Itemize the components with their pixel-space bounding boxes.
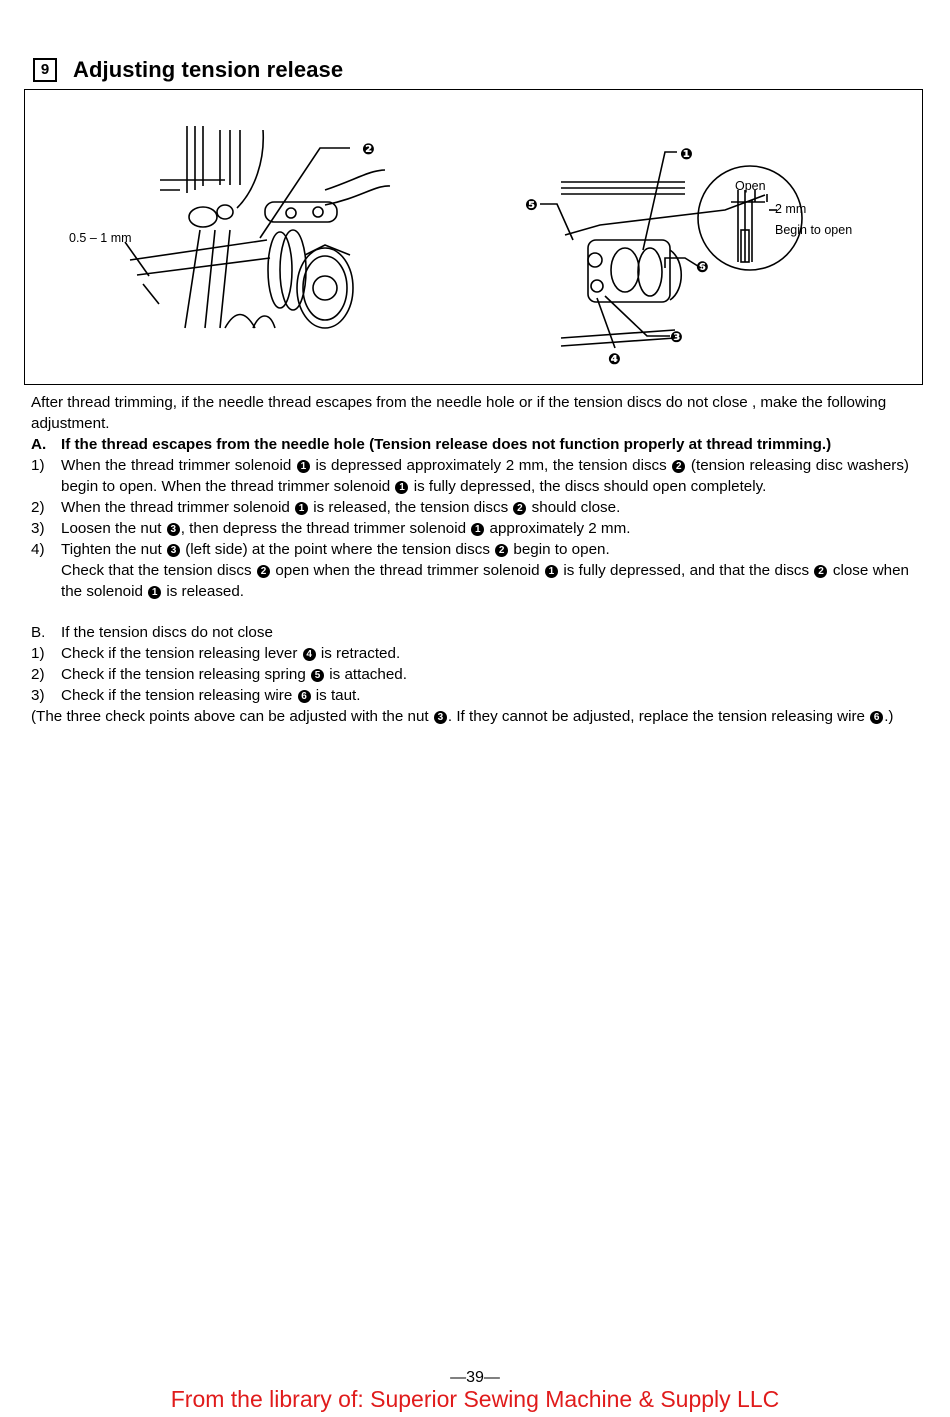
reference-number-2: 2: [257, 565, 270, 578]
reference-number-2: 2: [672, 460, 685, 473]
text-fragment: is released, the tension discs: [308, 499, 513, 516]
text-fragment: is retracted.: [316, 645, 401, 662]
text-fragment: is depressed approximately 2 mm, the tension discs: [310, 457, 672, 474]
text-fragment: should close.: [527, 499, 621, 516]
section-b-heading: [31, 622, 909, 643]
reference-number-2: 2: [513, 502, 526, 515]
callout-2: ❷: [362, 140, 375, 158]
text-fragment: is fully depressed, the discs should open completely.: [409, 478, 767, 495]
list-item-number: 1): [31, 457, 45, 474]
tension-release-illustration: [25, 90, 922, 384]
text-fragment: Check if the tension releasing wire: [61, 687, 297, 704]
text-fragment: close when the solenoid: [61, 562, 910, 600]
figure-box: [24, 89, 923, 385]
section-b-label: B.: [31, 624, 46, 641]
list-item-number: 3): [31, 520, 45, 537]
list-item: [31, 539, 909, 560]
list-item-text: [61, 455, 909, 497]
section-a-title: If the thread escapes from the needle hole: [61, 436, 365, 453]
text-fragment: Check that the tension discs: [61, 562, 256, 579]
text-fragment: .): [884, 708, 894, 725]
list-item-number: 1): [31, 645, 45, 662]
section-a-heading: [31, 434, 909, 455]
callout-4: ❹: [608, 350, 621, 368]
text-fragment: is attached.: [325, 666, 407, 683]
text-fragment: Tighten the nut: [61, 541, 166, 558]
list-item-number: 3): [31, 687, 45, 704]
list-item: [31, 455, 909, 497]
gap-label: 0.5 – 1 mm: [69, 231, 132, 245]
reference-number-1: 1: [545, 565, 558, 578]
text-fragment: open when the thread trimmer solenoid: [270, 562, 544, 579]
section-b-note: [31, 706, 909, 727]
inset-open-label: Open: [735, 179, 766, 193]
list-item: [31, 518, 909, 539]
list-item-text: [61, 497, 909, 518]
section-number: 9: [33, 58, 57, 82]
reference-number-1: 1: [297, 460, 310, 473]
reference-number-6: 6: [870, 711, 883, 724]
list-item-text: [61, 664, 909, 685]
text-fragment: , then depress the thread trimmer solenoid: [180, 520, 471, 537]
list-item-text: [61, 685, 909, 706]
list-item-number: 2): [31, 666, 45, 683]
callout-6: ❻: [696, 258, 709, 276]
text-fragment: Check if the tension releasing lever: [61, 645, 302, 662]
section-b-list: [31, 643, 909, 706]
text-fragment: When the thread trimmer solenoid: [61, 457, 296, 474]
section-a-label: A.: [31, 436, 47, 453]
list-item: [31, 643, 909, 664]
library-footer: From the library of: Superior Sewing Machine & Supply LLC: [170, 1386, 780, 1412]
reference-number-5: 5: [311, 669, 324, 682]
text-fragment: begin to open.: [509, 541, 610, 558]
section-a-item-4-continued: [31, 560, 909, 602]
instructions: [31, 392, 909, 727]
inset-2mm-label: 2 mm: [775, 202, 807, 216]
list-item: [31, 664, 909, 685]
callout-3: ❸: [670, 328, 683, 346]
text-fragment: (The three check points above can be adjusted with the nut: [31, 708, 433, 725]
section-title: Adjusting tension release: [73, 57, 344, 82]
text-fragment: . If they cannot be adjusted, replace the tension releasing wire: [447, 708, 870, 725]
section-heading: [33, 57, 343, 83]
section-b-title: If the tension discs do not close: [61, 624, 273, 641]
text-fragment: is released.: [162, 583, 245, 600]
intro-paragraph: After thread trimming, if the needle thread escapes from the needle hole or if the tension discs do not close , make the following adjustment.: [31, 394, 887, 432]
reference-number-1: 1: [148, 586, 161, 599]
page-number: —39—: [450, 1369, 500, 1386]
reference-number-1: 1: [295, 502, 308, 515]
reference-number-3: 3: [434, 711, 447, 724]
text-fragment: Loosen the nut: [61, 520, 166, 537]
inset-begin-label: Begin to open: [775, 223, 853, 237]
text-fragment: (tension releasing disc washers) begin to open. When the thread trimmer solenoid: [61, 457, 909, 495]
reference-number-2: 2: [495, 544, 508, 557]
reference-number-4: 4: [303, 648, 316, 661]
reference-number-3: 3: [167, 544, 180, 557]
text-fragment: approximately 2 mm.: [485, 520, 631, 537]
callout-1: ❶: [680, 145, 693, 163]
section-a-list: [31, 455, 909, 560]
text-fragment: Check if the tension releasing spring: [61, 666, 311, 683]
list-item: [31, 497, 909, 518]
list-item-number: 2): [31, 499, 45, 516]
text-fragment: (left side) at the point where the tension discs: [180, 541, 495, 558]
reference-number-6: 6: [298, 690, 311, 703]
section-a-title-rest: (Tension release does not function properly at thread trimming.): [364, 436, 832, 453]
list-item-text: [61, 643, 909, 664]
text-fragment: is taut.: [311, 687, 361, 704]
callout-5: ❺: [525, 196, 538, 214]
list-item-text: [61, 539, 909, 560]
reference-number-1: 1: [471, 523, 484, 536]
list-item-number: 4): [31, 541, 45, 558]
reference-number-3: 3: [167, 523, 180, 536]
reference-number-2: 2: [814, 565, 827, 578]
list-item-text: [61, 518, 909, 539]
text-fragment: When the thread trimmer solenoid: [61, 499, 294, 516]
text-fragment: is fully depressed, and that the discs: [558, 562, 814, 579]
reference-number-1: 1: [395, 481, 408, 494]
list-item: [31, 685, 909, 706]
